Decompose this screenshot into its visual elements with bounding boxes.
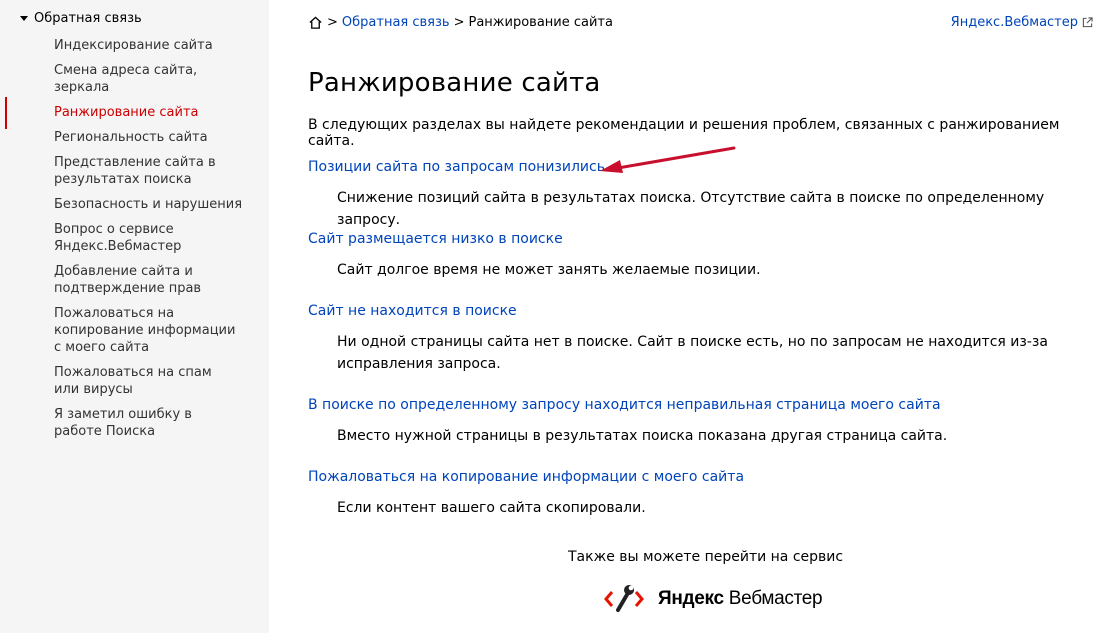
breadcrumb-link-feedback[interactable]: Обратная связь [341, 15, 450, 30]
active-item-marker [5, 97, 7, 129]
brand-name-rest: Вебмастер [723, 588, 823, 609]
brand-name-bold: Яндекс [658, 588, 724, 609]
sidebar [0, 0, 269, 633]
breadcrumb-separator: > [327, 15, 338, 30]
topic-item [308, 231, 1068, 281]
webmaster-brand-link[interactable] [604, 582, 822, 616]
breadcrumb-current: Ранжирование сайта [468, 15, 613, 30]
breadcrumb-separator: > [453, 15, 465, 30]
page-title: Ранжирование сайта [308, 68, 601, 98]
sidebar-item-indexing[interactable]: Индексирование сайта [54, 38, 213, 53]
intro-text: В следующих разделах вы найдете рекомендации и решения проблем, связанных с ранжированием сайта. [308, 117, 1060, 149]
home-icon[interactable] [308, 15, 323, 30]
webmaster-service-label: Яндекс.Вебмастер [950, 15, 1078, 30]
webmaster-service-link[interactable] [951, 15, 1093, 30]
sidebar-section-feedback[interactable] [20, 11, 142, 26]
topic-item [308, 397, 1068, 447]
topic-item [308, 469, 1068, 519]
sidebar-item-spam-complaint[interactable]: Пожаловаться на спам или вирусы [54, 365, 212, 397]
brand-name [658, 588, 822, 610]
breadcrumb [308, 15, 613, 30]
topic-link-wrong-page[interactable]: В поиске по определенному запросу находится неправильная страница моего сайта [308, 397, 941, 413]
wrench-logo-icon [604, 582, 644, 616]
sidebar-item-webmaster-question[interactable]: Вопрос о сервисе Яндекс.Вебмастер [54, 222, 182, 254]
annotation-arrow [596, 142, 736, 176]
topic-description: Вместо нужной страницы в результатах поиска показана другая страница сайта. [337, 428, 948, 444]
external-link-icon [1082, 17, 1093, 28]
topic-item [308, 303, 1068, 375]
topic-description: Ни одной страницы сайта нет в поиске. Сайт в поиске есть, но по запросам не находится из-за исправления запроса. [337, 334, 1048, 372]
sidebar-list [54, 37, 254, 448]
sidebar-item-search-error[interactable]: Я заметил ошибку в работе Поиска [54, 407, 192, 439]
topic-link-low-ranking[interactable]: Сайт размещается низко в поиске [308, 231, 563, 247]
sidebar-item-representation[interactable]: Представление сайта в результатах поиска [54, 155, 216, 187]
topic-description: Снижение позиций сайта в результатах поиска. Отсутствие сайта в поиске по определенному запросу. [337, 190, 1045, 228]
topic-link-not-found[interactable]: Сайт не находится в поиске [308, 303, 517, 319]
sidebar-item-address-change[interactable]: Смена адреса сайта, зеркала [54, 63, 198, 95]
sidebar-item-ranking[interactable]: Ранжирование сайта [54, 105, 199, 120]
footer-text: Также вы можете перейти на сервис [568, 549, 844, 565]
sidebar-item-copy-complaint[interactable]: Пожаловаться на копирование информации с моего сайта [54, 306, 236, 355]
sidebar-section-label: Обратная связь [34, 11, 142, 26]
topic-description: Если контент вашего сайта скопировали. [337, 500, 646, 516]
sidebar-item-security[interactable]: Безопасность и нарушения [54, 197, 243, 212]
sidebar-item-regional[interactable]: Региональность сайта [54, 130, 208, 145]
chevron-down-icon [20, 16, 28, 21]
topic-description: Сайт долгое время не может занять желаемые позиции. [337, 262, 761, 278]
sidebar-item-add-site[interactable]: Добавление сайта и подтверждение прав [54, 264, 202, 296]
topic-link-positions-dropped[interactable]: Позиции сайта по запросам понизились [308, 159, 605, 175]
topic-link-copy-complaint[interactable]: Пожаловаться на копирование информации с моего сайта [308, 469, 745, 485]
